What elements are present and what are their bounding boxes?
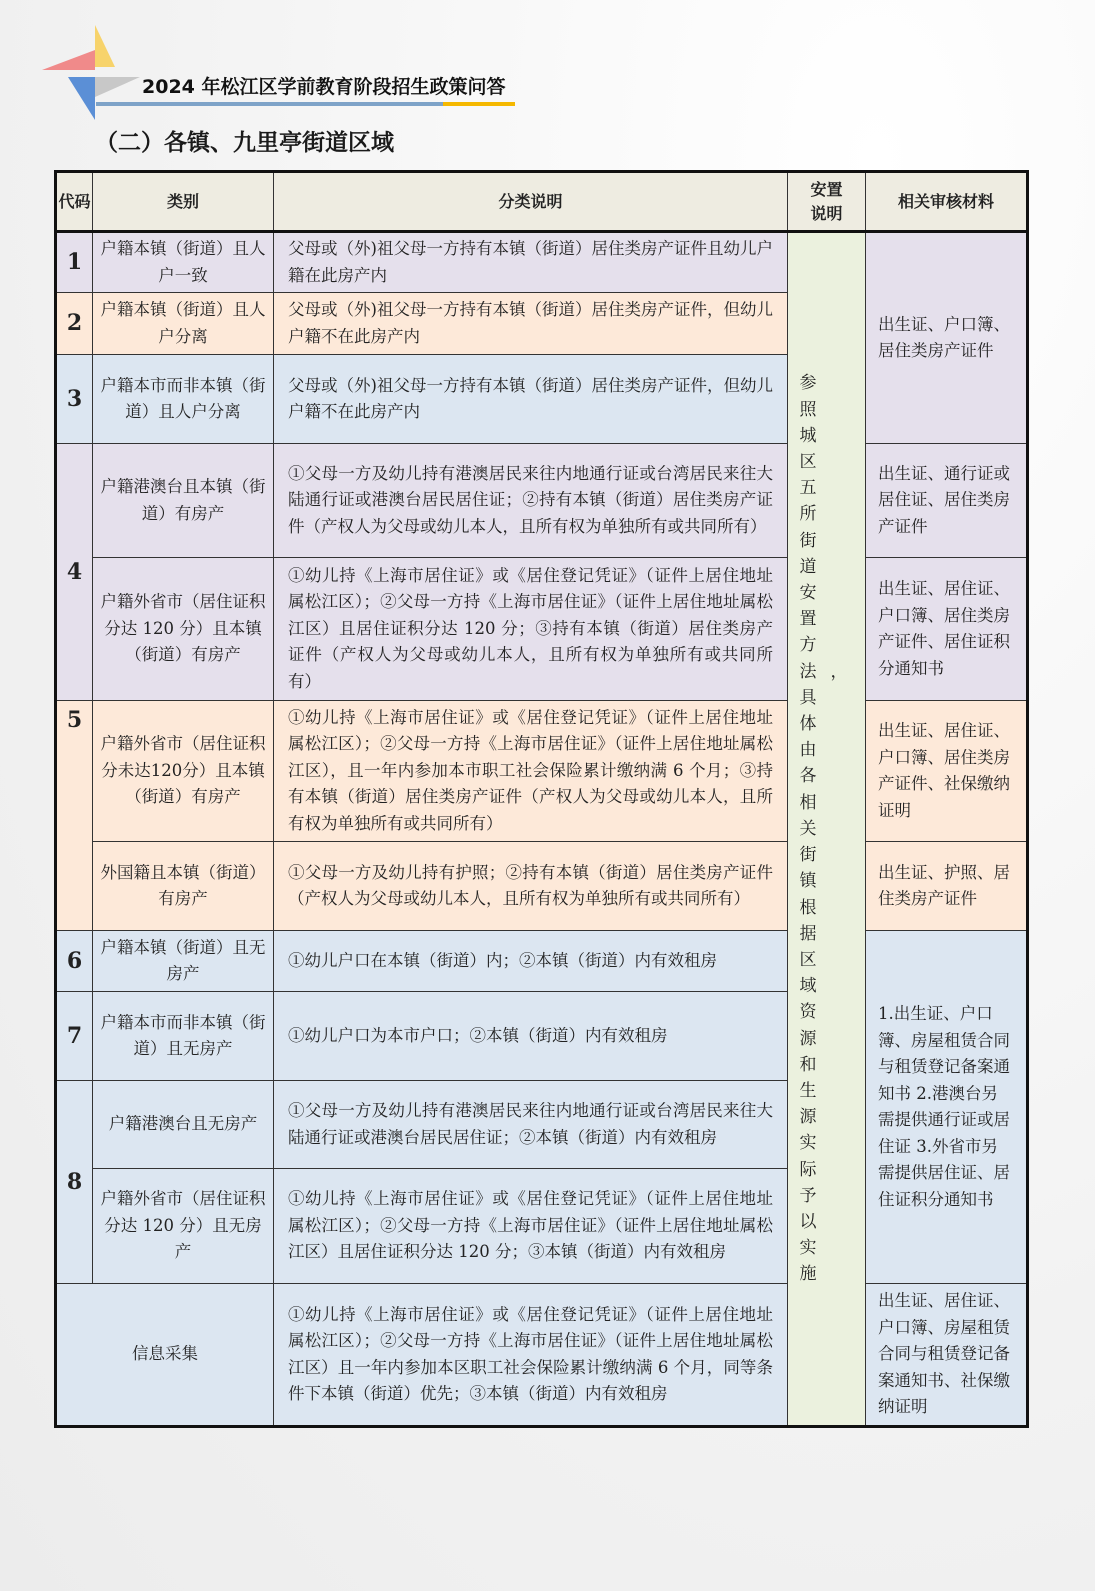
header-code: 代码 <box>56 172 93 232</box>
header-divider-accent <box>443 102 515 106</box>
document-header-title: 2024 年松江区学前教育阶段招生政策问答 <box>142 76 506 98</box>
table-row <box>56 232 1028 293</box>
table-header-row <box>56 172 1028 232</box>
row-description: 父母或（外)祖父母一方持有本镇（街道）居住类房产证件且幼儿户籍在此房产内 <box>274 232 788 293</box>
table-row <box>56 444 1028 558</box>
table-row <box>56 842 1028 931</box>
row-category: 外国籍且本镇（街道）有房产 <box>93 842 274 931</box>
row-category: 户籍本市而非本镇（街道）且人户分离 <box>93 355 274 444</box>
placement-note-cell <box>788 232 866 1427</box>
row-materials: 出生证、居住证、户口簿、房屋租赁合同与租赁登记备案通知书、社保缴纳证明 <box>866 1284 1028 1427</box>
row-code: 1 <box>56 232 93 293</box>
header-placement: 安置说明 <box>788 172 866 232</box>
header-description: 分类说明 <box>274 172 788 232</box>
header-category: 类别 <box>93 172 274 232</box>
row-description: ①父母一方及幼儿持有港澳居民来往内地通行证或台湾居民来往大陆通行证或港澳台居民居住证；②本镇（街道）内有效租房 <box>274 1081 788 1169</box>
row-category: 户籍外省市（居住证积分达 120 分）且本镇（街道）有房产 <box>93 558 274 701</box>
logo-icon <box>40 25 150 125</box>
row-code: 4 <box>56 444 93 701</box>
row-category: 户籍港澳台且无房产 <box>93 1081 274 1169</box>
section-title: （二）各镇、九里亭街道区域 <box>95 130 394 156</box>
placement-note: 参照城区五所街道安置方法，具体由各相关街镇根据区域资源和生源实际予以实施 <box>799 373 862 1285</box>
row-category: 信息采集 <box>56 1284 274 1427</box>
table-row <box>56 558 1028 701</box>
row-description: ①幼儿户口在本镇（街道）内；②本镇（街道）内有效租房 <box>274 931 788 992</box>
row-code: 8 <box>56 1081 93 1284</box>
header-divider <box>96 102 443 106</box>
row-materials: 出生证、居住证、户口簿、居住类房产证件、居住证积分通知书 <box>866 558 1028 701</box>
row-description: ①父母一方及幼儿持有护照；②持有本镇（街道）居住类房产证件（产权人为父母或幼儿本人，且所有权为单独所有或共同所有） <box>274 842 788 931</box>
row-materials: 出生证、户口簿、居住类房产证件 <box>866 232 1028 444</box>
row-description: ①幼儿户口为本市户口；②本镇（街道）内有效租房 <box>274 992 788 1081</box>
row-category: 户籍本市而非本镇（街道）且无房产 <box>93 992 274 1081</box>
row-description: ①幼儿持《上海市居住证》或《居住登记凭证》（证件上居住地址属松江区）；②父母一方持《上海市居住证》（证件上居住地址属松江区），且一年内参加本市职工社会保险累计缴纳满 6 个月；③持有本镇（街道）居住类房产证件（产权人为父母或幼儿本人，且所有权为单独所有或共同所有） <box>274 701 788 842</box>
row-description: ①幼儿持《上海市居住证》或《居住登记凭证》（证件上居住地址属松江区）；②父母一方持《上海市居住证》（证件上居住地址属松江区）且一年内参加本区职工社会保险累计缴纳满 6 个月，同等条件下本镇（街道）优先；③本镇（街道）内有效租房 <box>274 1284 788 1427</box>
table-row <box>56 1284 1028 1427</box>
header-materials: 相关审核材料 <box>866 172 1028 232</box>
row-category: 户籍本镇（街道）且人户分离 <box>93 293 274 355</box>
row-description: ①父母一方及幼儿持有港澳居民来往内地通行证或台湾居民来往大陆通行证或港澳台居民居住证；②持有本镇（街道）居住类房产证件（产权人为父母或幼儿本人，且所有权为单独所有或共同所有） <box>274 444 788 558</box>
table-row <box>56 701 1028 842</box>
table-row <box>56 931 1028 992</box>
row-description: ①幼儿持《上海市居住证》或《居住登记凭证》（证件上居住地址属松江区）；②父母一方持《上海市居住证》（证件上居住地址属松江区）且居住证积分达 120 分；③持有本镇（街道）居住类房产证件（产权人为父母或幼儿本人，且所有权为单独所有或共同所有） <box>274 558 788 701</box>
row-category: 户籍本镇（街道）且无房产 <box>93 931 274 992</box>
row-code: 5 <box>56 701 93 931</box>
row-description: 父母或（外)祖父母一方持有本镇（街道）居住类房产证件，但幼儿户籍不在此房产内 <box>274 355 788 444</box>
row-code: 6 <box>56 931 93 992</box>
row-code: 3 <box>56 355 93 444</box>
row-materials: 出生证、居住证、户口簿、居住类房产证件、社保缴纳证明 <box>866 701 1028 842</box>
policy-table <box>54 170 1029 1428</box>
row-description: 父母或（外)祖父母一方持有本镇（街道）居住类房产证件，但幼儿户籍不在此房产内 <box>274 293 788 355</box>
row-code: 7 <box>56 992 93 1081</box>
row-category: 户籍港澳台且本镇（街道）有房产 <box>93 444 274 558</box>
row-code: 2 <box>56 293 93 355</box>
row-category: 户籍本镇（街道）且人户一致 <box>93 232 274 293</box>
row-materials: 出生证、护照、居住类房产证件 <box>866 842 1028 931</box>
row-category: 户籍外省市（居住证积分达 120 分）且无房产 <box>93 1169 274 1284</box>
row-description: ①幼儿持《上海市居住证》或《居住登记凭证》（证件上居住地址属松江区）；②父母一方持《上海市居住证》（证件上居住地址属松江区）且居住证积分达 120 分；③本镇（街道）内有效租房 <box>274 1169 788 1284</box>
row-category: 户籍外省市（居住证积分未达120分）且本镇（街道）有房产 <box>93 701 274 842</box>
row-materials: 出生证、通行证或居住证、居住类房产证件 <box>866 444 1028 558</box>
row-materials: 1.出生证、户口簿、房屋租赁合同与租赁登记备案通知书 2.港澳台另需提供通行证或居住证 3.外省市另需提供居住证、居住证积分通知书 <box>866 931 1028 1284</box>
